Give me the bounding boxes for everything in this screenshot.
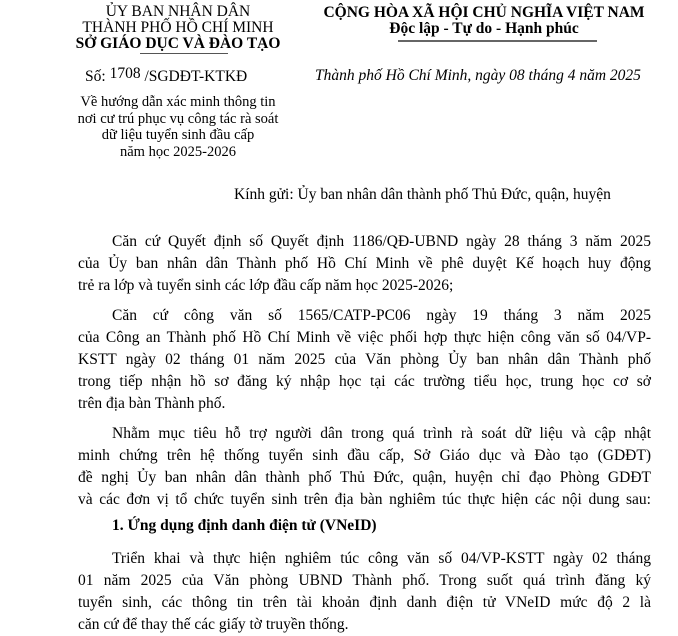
paragraph-line: tuyển sinh, các thông tin trên tài khoản định danh điện tử VNeID mức độ 2 là [78, 594, 651, 611]
doc-number-suffix: /SGDĐT-KTKĐ [144, 68, 248, 85]
paragraph-line: Nhằm mục tiêu hỗ trợ người dân trong quá trình rà soát dữ liệu và cập nhật [112, 425, 651, 442]
subject-line: nơi cư trú phục vụ công tác rà soát [77, 110, 279, 127]
paragraph-line: căn cứ để thay thế các giấy tờ truyền thống. [78, 616, 349, 633]
paragraph-line: Căn cứ công văn số 1565/CATP-PC06 ngày 19 tháng 3 năm 2025 [112, 307, 651, 324]
issuing-city: THÀNH PHỐ HỒ CHÍ MINH [82, 19, 274, 36]
subject-line: năm học 2025-2026 [120, 143, 236, 160]
paragraph-line: và các đơn vị tổ chức tuyển sinh trên địa bàn nghiêm túc thực hiện các nội dung sau: [78, 491, 651, 508]
document-date: Thành phố Hồ Chí Minh, ngày 08 tháng 4 năm 2025 [315, 67, 641, 84]
section-heading-vneid: 1. Ứng dụng định danh điện tử (VNeID) [112, 517, 377, 534]
paragraph-line: đề nghị Ủy ban nhân dân thành phố Thủ Đức, quận, huyện chỉ đạo Phòng GDĐT [78, 469, 651, 486]
paragraph-line: trẻ ra lớp và tuyển sinh các lớp đầu cấp năm học 2025-2026; [78, 277, 454, 294]
paragraph-line: 01 năm 2025 của Văn phòng UBND Thành phố. Trong suốt quá trình đăng ký [78, 572, 651, 589]
doc-number-value: 1708 [109, 65, 141, 82]
department-underline [140, 53, 228, 54]
issuing-authority: ỦY BAN NHÂN DÂN [105, 3, 251, 20]
doc-number-prefix: Số: [85, 68, 106, 85]
paragraph-line: KSTT ngày 02 tháng 01 năm 2025 của Văn phòng Ủy ban nhân dân Thành phố [78, 351, 651, 368]
issuing-department: SỞ GIÁO DỤC VÀ ĐÀO TẠO [75, 35, 281, 52]
paragraph-line: trên địa bàn Thành phố. [78, 395, 226, 412]
paragraph-line: Căn cứ Quyết định số Quyết định 1186/QĐ-UBND ngày 28 tháng 3 năm 2025 [112, 233, 651, 250]
paragraph-line: của Ủy ban nhân dân Thành phố Hồ Chí Minh về phê duyệt Kế hoạch huy động [78, 255, 651, 272]
national-motto: Độc lập - Tự do - Hạnh phúc [389, 20, 579, 37]
subject-line: dữ liệu tuyển sinh đầu cấp [101, 127, 255, 143]
motto-underline [398, 40, 597, 42]
paragraph-line: của Công an Thành phố Hồ Chí Minh về việc phối hợp thực hiện công văn số 04/VP- [78, 329, 651, 346]
document-subject [58, 94, 298, 160]
paragraph-line: trong tiếp nhận hồ sơ đăng ký nhập học tại các trường tiểu học, trung học cơ sở [78, 373, 651, 390]
national-title: CỘNG HÒA XÃ HỘI CHỦ NGHĨA VIỆT NAM [323, 4, 645, 21]
document-number [85, 65, 248, 86]
paragraph-line: Triển khai và thực hiện nghiêm túc công văn số 04/VP-KSTT ngày 02 tháng [112, 550, 651, 567]
recipient-line: Kính gửi: Ủy ban nhân dân thành phố Thủ Đức, quận, huyện [234, 186, 611, 203]
subject-line: Về hướng dẫn xác minh thông tin [80, 94, 276, 110]
paragraph-line: minh chứng trên hệ thống tuyển sinh đầu cấp, Sở Giáo dục và Đào tạo (GDĐT) [78, 447, 651, 464]
